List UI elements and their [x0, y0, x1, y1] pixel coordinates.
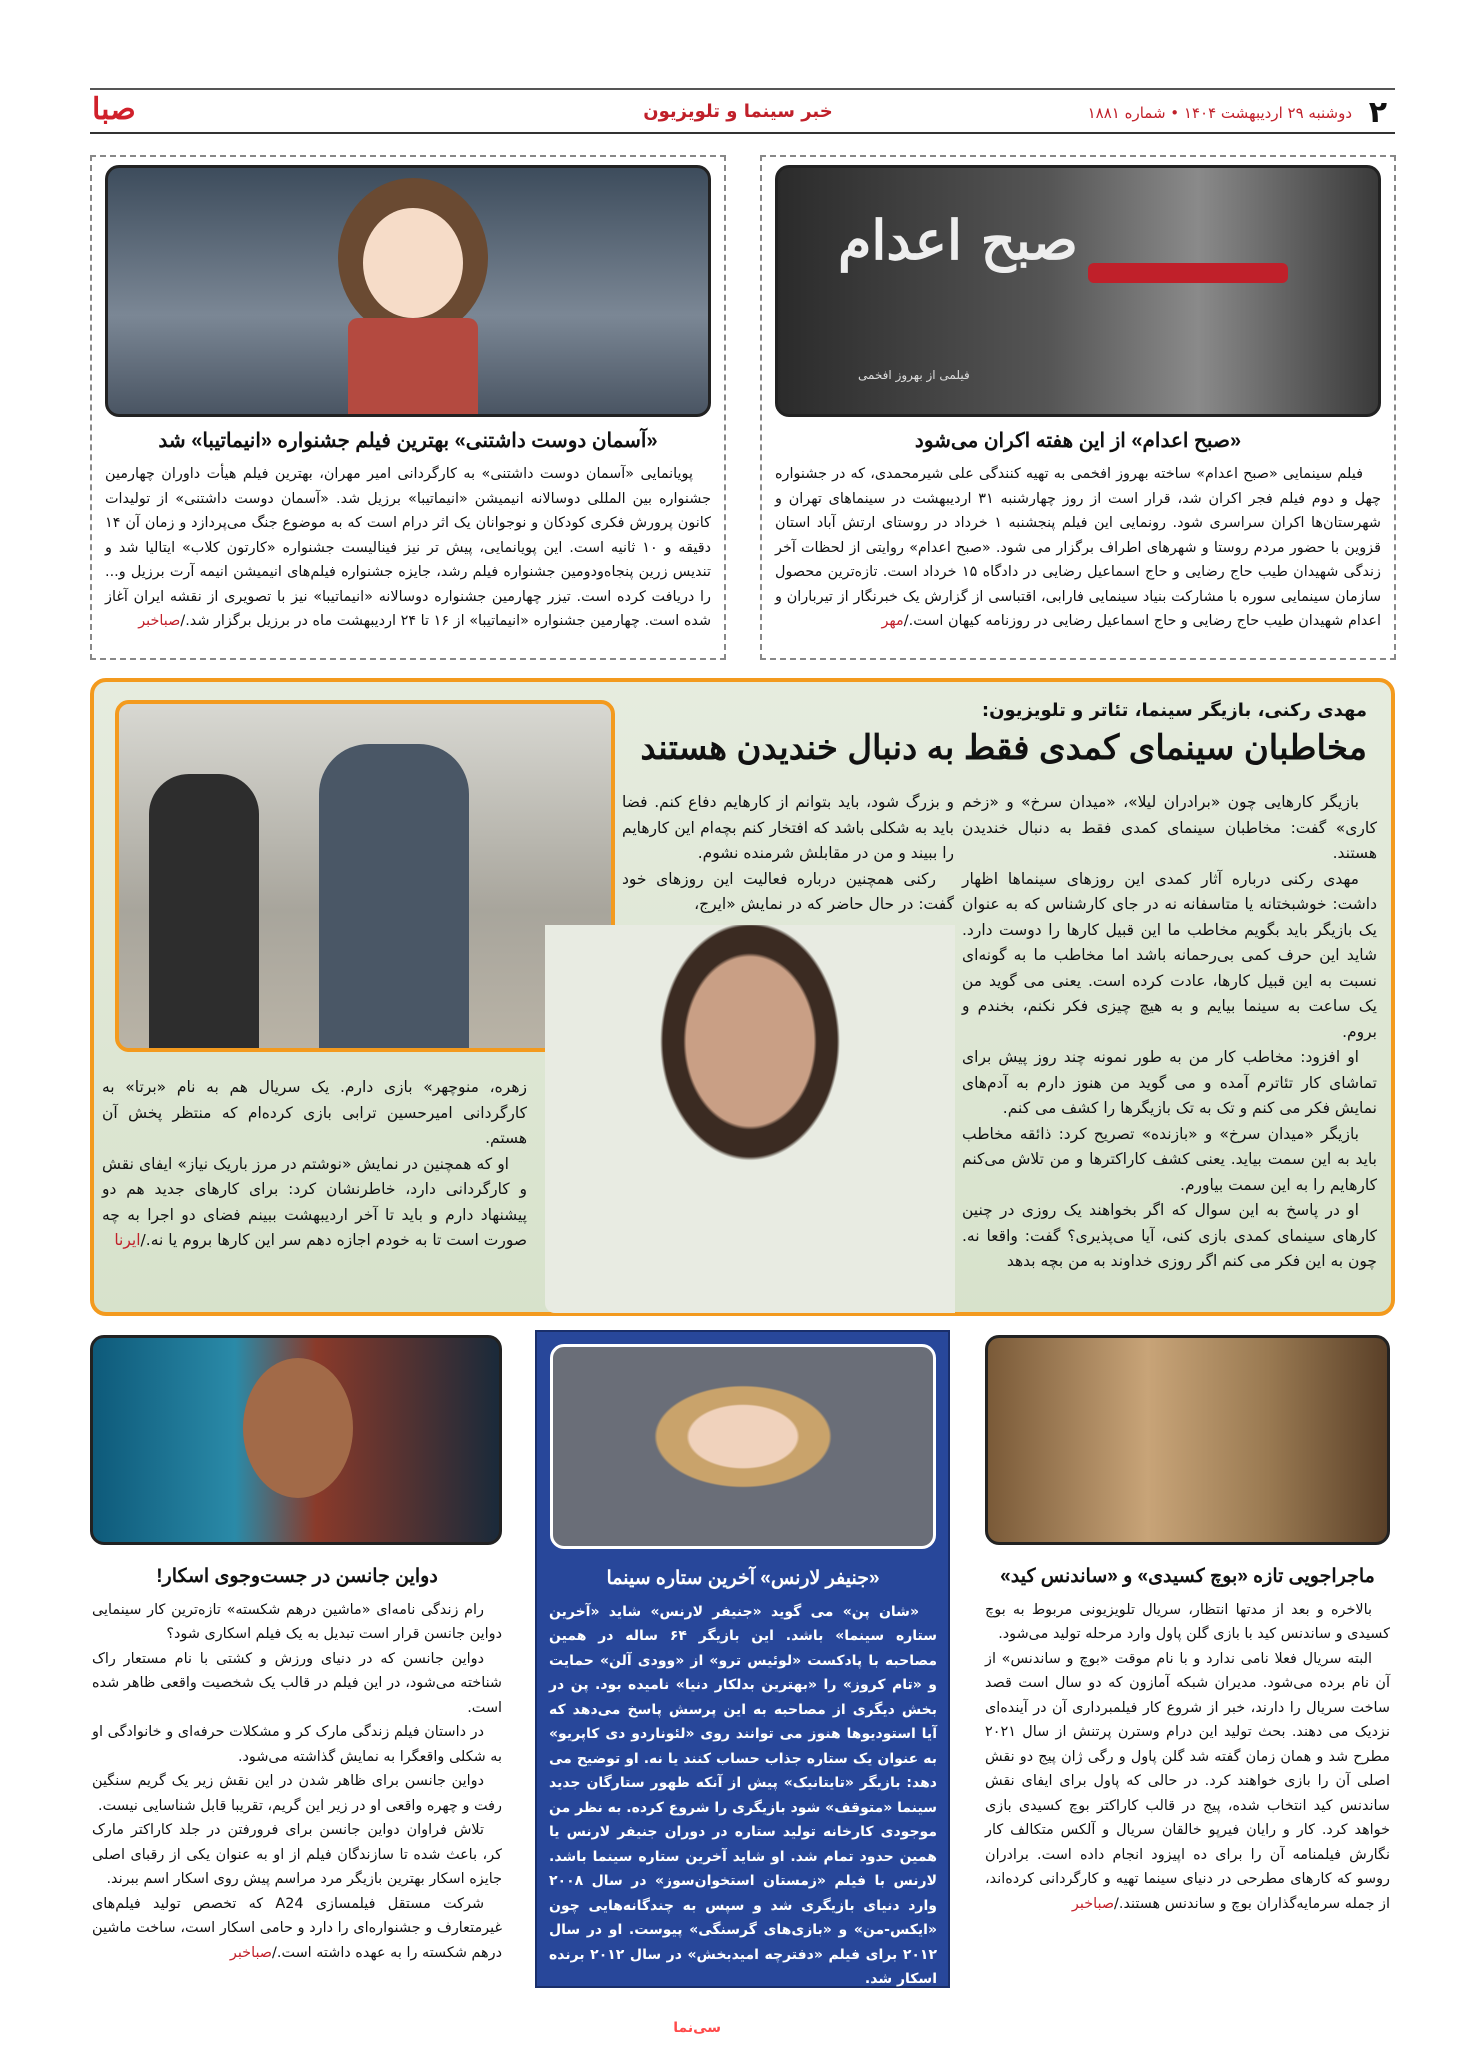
section-title: خبر سینما و تلویزیون — [643, 101, 833, 122]
poster-credit: فیلمی از بهروز افخمی — [858, 368, 970, 382]
girl-dress — [348, 318, 478, 417]
rokni-portrait — [545, 925, 955, 1313]
lawrence-photo — [550, 1344, 936, 1549]
article-body: فیلم سینمایی «صبح اعدام» ساخته بهروز افخمی به تهیه کنندگی علی شیرمحمدی، که در جشنواره چهل و دوم فیلم فجر اکران شد، قرار است از روز چهارشنبه ۳۱ اردیبهشت در سینماهای تهران و شهرستان‌ها اکران سراسری شود. رونمایی این فیلم پنجشنبه ۱ خرداد در روستای ارتش آباد استان قزوین با حضور مردم روستا و شهرهای اطراف برگزار می شود. «صبح اعدام» روایتی از لحظات آخر زندگی شهیدان طیب حاج رضایی و حاج اسماعیل رضایی در دادگاه ۱۵ خرداد است. تازه‌ترین محصول سازمان سینمایی سوره با مشارکت بنیاد سینمایی فارابی، اقتباسی از گزارش یک خبرنگار از تیرباران و اعدام شهیدان طیب حاج رضایی و حاج اسماعیل رضایی در روزنامه کیهان است./مهر — [775, 466, 1381, 629]
article-column — [549, 1567, 937, 2041]
article-title: دواین جانسن در جست‌وجوی اسکار! — [156, 1566, 438, 1587]
article-title: ماجراجویی تازه «بوچ کسیدی» و «ساندنس کید» — [1000, 1566, 1375, 1587]
header-rule — [90, 132, 1395, 134]
page-number: ۲ — [1368, 95, 1387, 130]
johnson-head — [243, 1358, 353, 1498]
girl-face — [363, 208, 463, 318]
feature-col-left: زهره، منوچهر» بازی دارم. یک سریال هم به نام «برتا» به کارگردانی امیرحسین ترابی بازی کرده‌ام که منتظر پخش آن هستم. او که همچنین در نمایش «نوشتم در مرز باریک نیاز» ایفای نقش و کارگردانی دارد، خاطرنشان کرد: برای کارهای جدید هم دو پیشنهاد دارم و باید تا آخر اردیبهشت ببینم فضای دو اجرا به چه صورت است تا به خودم اجازه دهم سر این کارها بروم یا نه./ایرنا — [102, 1078, 527, 1249]
article-body: بالاخره و بعد از مدتها انتظار، سریال تلویزیونی مربوط به بوچ کسیدی و ساندنس کید با بازی گلن پاول وارد مرحله تولید می‌شود. البته سریال فعلا نامی ندارد و با نام موقت «بوچ و ساندنس» از آن نام برده می‌شود. مدیران شبکه آمازون که دو سال است قصد ساخت سریال را دارند، خبر از شروع کار فیلمبرداری آن در آینده‌ای نزدیک می دهند. بحث تولید این درام وسترن پرتنش از سال ۲۰۲۱ مطرح شد و همان زمان گفته شد گلن پاول و رگی ژان پیج دو نقش اصلی آن را بازی خواهند کرد. در حالی که پاول برای ایفای نقش ساندنس کید انتخاب شده، پیج در قالب کاراکتر بوچ کسیدی بازی خواهد کرد. کار و رایان فیرپو خالقان سریال و آلکس متکالف کار نگارش فیلمنامه آن را برای ده اپیزود انجام داده است. برادران روسو که کارهای مطرحی در دنیای سینما تهیه و کارگردانی کرده‌اند، از جمله سرمایه‌گذاران بوچ و ساندنس هستند./صباخبر — [985, 1601, 1390, 1912]
article-column — [92, 1565, 502, 1965]
article-body: «شان پن» می گوید «جنیفر لارنس» شاید «آخرین ستاره سینما» باشد. این بازیگر ۶۴ ساله در همین مصاحبه با پادکست «لوئیس ترو» از «وودی آلن» حمایت و «تام کروز» را «بهترین بدلکار دنیا» نامیده بود. پن در بخش دیگری از مصاحبه به این پرسش پاسخ می‌دهد که آیا استودیوها هنوز می توانند روی «لئوناردو دی کاپریو» به عنوان یک ستاره جذاب حساب کنند یا نه. او توضیح می دهد: بازیگر «تایتانیک» پیش از آنکه ظهور ستارگان جدید سینما «متوقف» شود بازیگری را شروع کرده. به نظر من موجودی کارخانه تولید ستاره در دوران جنیفر لارنس یا همین حدود تمام شد. او شاید آخرین ستاره سینما باشد. لارنس با فیلم «زمستان استخوان‌سوز» در سال ۲۰۰۸ وارد دنیای بازیگری شد و سپس به چندگانه‌هایی چون «ایکس-من» و «بازی‌های گرسنگی» پیوست. او در سال ۲۰۱۲ برای فیلم «دفترچه امیدبخش» در سال ۲۰۱۲ برنده اسکار شد. لارنس فیلم «بمیر عشق من» به کارگردانی لین رمزی را در جشنواره کن امسال دارد./سی‌نما — [549, 1603, 938, 2037]
article-title: «جنیفر لارنس» آخرین ستاره سینما — [606, 1568, 880, 1589]
blindfold — [1088, 263, 1288, 283]
article-body: رام زندگی نامه‌ای «ماشین درهم شکسته» تازه‌ترین کار سینمایی دواین جانسن قرار است تبدیل به یک فیلم اسکاری شود؟ دواین جانسن که در دنیای ورزش و کشتی با نام مستعار راک شناخته می‌شود، در این فیلم در قالب یک شخصیت واقعی ظاهر شده است. در داستان فیلم زندگی مارک کر و مشکلات حرفه‌ای و خانوادگی او به شکلی واقعگرا به نمایش گذاشته می‌شود. دواین جانسن برای ظاهر شدن در این نقش زیر یک گریم سنگین رفت و چهره واقعی او در زیر این گریم، تقریبا قابل شناسایی نیست. تلاش فراوان دواین جانسن برای فرورفتن در جلد کاراکتر مارک کر، باعث شده تا سازندگان فیلم از او به عنوان یکی از رقبای اصلی جایزه اسکار بهترین بازیگر مرد مراسم پیش روی اسکار اسم ببرند. شرکت مستقل فیلمسازی A24 که تخصص تولید فیلم‌های غیرمتعارف و جشنواره‌ای را دارد و حامی اسکار است، ساخت ماشین درهم شکسته را به عهده داشته است./صباخبر — [92, 1601, 502, 1961]
date-issue: دوشنبه ۲۹ اردیبهشت ۱۴۰۴ • شماره ۱۸۸۱ — [1087, 104, 1352, 122]
feature-col-right: بازیگر کارهایی چون «برادران لیلا»، «میدان سرخ» و «زخم کاری» گفت: مخاطبان سینمای کمدی فقط به دنبال خندیدن هستند. مهدی رکنی درباره آثار کمدی این روزهای سینماها اظهار داشت: خوشبختانه یا متاسفانه نه در جای کارشناس که به عنوان یک بازیگر باید بگویم مخاطب ما این قبیل کارها را دوست دارد. شاید این حرف کمی بی‌رحمانه باشد اما مخاطب ما به گونه‌ای نسبت به این قبیل کارها، عادت کرده است. یعنی می گوید من یک ساعت به سینما بیایم و به هیچ چیزی فکر نکنم، بخندم و بروم. او افزود: مخاطب کار من به طور نمونه چند روز پیش برای تماشای کار تئاترم آمده و می گوید من هنوز دارم به آدم‌های نمایش فکر می کنم و تک به تک بازیگرها را کشف می کنم. بازیگر «میدان سرخ» و «بازنده» تصریح کرد: ذائقه مخاطب باید به این سمت بیاید. یعنی کشف کاراکترها و من تلاش می‌کنم کارهایم را به این سمت بیاورم. او در پاسخ به این سوال که اگر بخواهند یک روزی در چنین کارهای سینمای کمدی بازی کنی، آیا می‌پذیری؟ گفت: واقعا نه. چون به این فکر می کنم اگر روزی خداوند به من بچه بدهد — [962, 793, 1377, 1270]
article-column — [985, 1565, 1390, 1916]
sobh-edam-poster — [775, 165, 1381, 417]
scene-photo — [115, 700, 615, 1052]
logo: صبا — [92, 92, 136, 127]
feature-col-mid: و بزرگ شود، باید بتوانم از کارهایم دفاع کنم. فضا باید به شکلی باشد که افتخار کنم بچه‌ام این کارهایم را ببیند و من در مقابلش شرمنده نشوم. رکنی همچنین درباره فعالیت این روزهای خود گفت: در حال حاضر که در نمایش «ایرج، — [622, 793, 954, 913]
feature-kicker: مهدی رکنی، بازیگر سینما، تئاتر و تلویزیون: — [981, 700, 1367, 721]
aseman-still — [105, 165, 711, 417]
poster-title: صبح اعدام — [838, 208, 1078, 272]
top-rule — [90, 88, 1395, 90]
article-column — [775, 428, 1381, 634]
butch-sundance-photo — [985, 1335, 1390, 1545]
article-title: «صبح اعدام» از این هفته اکران می‌شود — [914, 430, 1242, 452]
article-lawrence — [535, 1330, 950, 2037]
actor-figure — [149, 774, 259, 1052]
johnson-photo — [90, 1335, 502, 1545]
article-body: پویانمایی «آسمان دوست داشتنی» به کارگردانی امیر مهران، بهترین فیلم هیأت داوران چهارمین جشنواره بین المللی دوسالانه انیمیشن «انیماتیبا» برزیل شد. «آسمان دوست داشتنی» از تولیدات کانون پرورش فکری کودکان و نوجوانان یک اثر درام است که به موضوع جنگ می‌پردازد و زمان آن ۱۴ دقیقه و ۱۰ ثانیه است. این پویانمایی، پیش تر نیز فینالیست جشنواره «کارتون کلاب» ایتالیا شد و تندیس زرین پنجاه‌ودومین جشنواره فیلم رشد، جایزه جشنواره فیلم‌های انیمیشن انیمه آرت برزیل و... را دریافت کرده است. تیزر چهارمین جشنواره دوسالانه «انیماتیبا» نیز با تصویری از نقشه ایران آغاز شده است. چهارمین جشنواره «انیماتیبا» از ۱۶ تا ۲۴ اردیبهشت ماه در برزیل برگزار شد./صباخبر — [105, 466, 711, 629]
actor-figure — [319, 744, 469, 1052]
article-title: «آسمان دوست داشتنی» بهترین فیلم جشنواره «انیماتیبا» شد — [158, 430, 658, 452]
feature-headline: مخاطبان سینمای کمدی فقط به دنبال خندیدن هستند — [640, 729, 1367, 767]
article-column — [105, 428, 711, 634]
